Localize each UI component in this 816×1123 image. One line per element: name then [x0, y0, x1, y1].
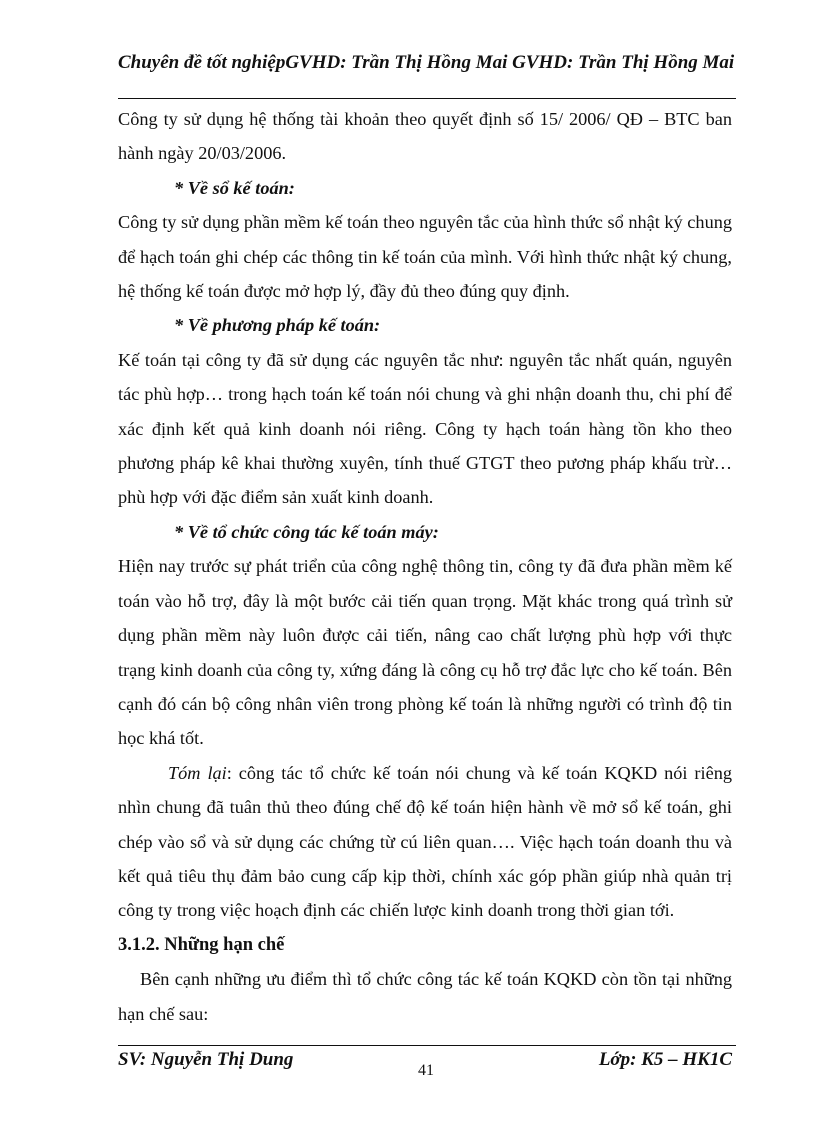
footer-class: Lớp: K5 – HK1C — [598, 1049, 732, 1070]
document-body — [118, 102, 732, 1031]
heading-accounting-books: * Về sổ kế toán: — [174, 177, 295, 198]
summary-lead: Tóm lại — [168, 762, 227, 783]
header-rule — [118, 98, 736, 99]
paragraph-summary — [118, 756, 732, 928]
paragraph-computer-accounting: Hiện nay trước sự phát triển của công nghệ thông tin, công ty đã đưa phần mềm kế toán vào hỗ trợ, đây là một bước cải tiến quan trọng. Mặt khác trong quá trình sử dụng phần mềm này luôn được cải tiến, nâng cao chất lượng phù hợp với thực trạng kinh doanh của công ty, xứng đáng là công cụ hỗ trợ đắc lực cho kế toán. Bên cạnh đó cán bộ công nhân viên trong phòng kế toán là những người có trình độ tin học khá tốt. — [118, 556, 732, 749]
section-title-limitations: 3.1.2. Những hạn chế — [118, 934, 285, 955]
page-number: 41 — [418, 1062, 434, 1079]
paragraph-accounting-method: Kế toán tại công ty đã sử dụng các nguyên tắc như: nguyên tắc nhất quán, nguyên tác phù hợp… trong hạch toán kế toán nói chung và ghi nhận doanh thu, chi phí để xác định kết quả kinh doanh nói riêng. Công ty hạch toán hàng tồn kho theo phương pháp kê khai thường xuyên, tính thuế GTGT theo pương pháp khấu trừ… phù hợp với đặc điểm sản xuất kinh doanh. — [118, 349, 732, 508]
summary-text: : công tác tổ chức kế toán nói chung và kế toán KQKD nói riêng nhìn chung đã tuân thủ theo đúng chế độ kế toán hiện hành về mở sổ kế toán, ghi chép vào sổ và sử dụng các chứng từ cú liên quan…. Việc hạch toán doanh thu và kết quả tiêu thụ đảm bảo cung cấp kịp thời, chính xác góp phần giúp nhà quản trị công ty trong việc hoạch định các chiến lược kinh doanh trong thời gian tới. — [118, 762, 732, 921]
footer-rule — [118, 1045, 736, 1046]
heading-accounting-method: * Về phương pháp kế toán: — [174, 315, 381, 336]
page-header: Chuyên đề tốt nghiệpGVHD: Trần Thị Hồng Mai GVHD: Trần Thị Hồng Mai — [118, 52, 735, 73]
paragraph-limitations-intro: Bên cạnh những ưu điểm thì tổ chức công tác kế toán KQKD còn tồn tại những hạn chế sau: — [118, 969, 732, 1024]
heading-computer-accounting: * Về tổ chức công tác kế toán máy: — [174, 521, 439, 542]
footer-student: SV: Nguyễn Thị Dung — [118, 1049, 294, 1070]
paragraph-account-system: Công ty sử dụng hệ thống tài khoản theo quyết định số 15/ 2006/ QĐ – BTC ban hành ngày 20/03/2006. — [118, 109, 732, 164]
paragraph-accounting-books: Công ty sử dụng phần mềm kế toán theo nguyên tắc của hình thức sổ nhật ký chung để hạch toán ghi chép các thông tin kế toán của mình. Với hình thức nhật ký chung, hệ thống kế toán được mở hợp lý, đầy đủ theo đúng quy định. — [118, 212, 732, 302]
